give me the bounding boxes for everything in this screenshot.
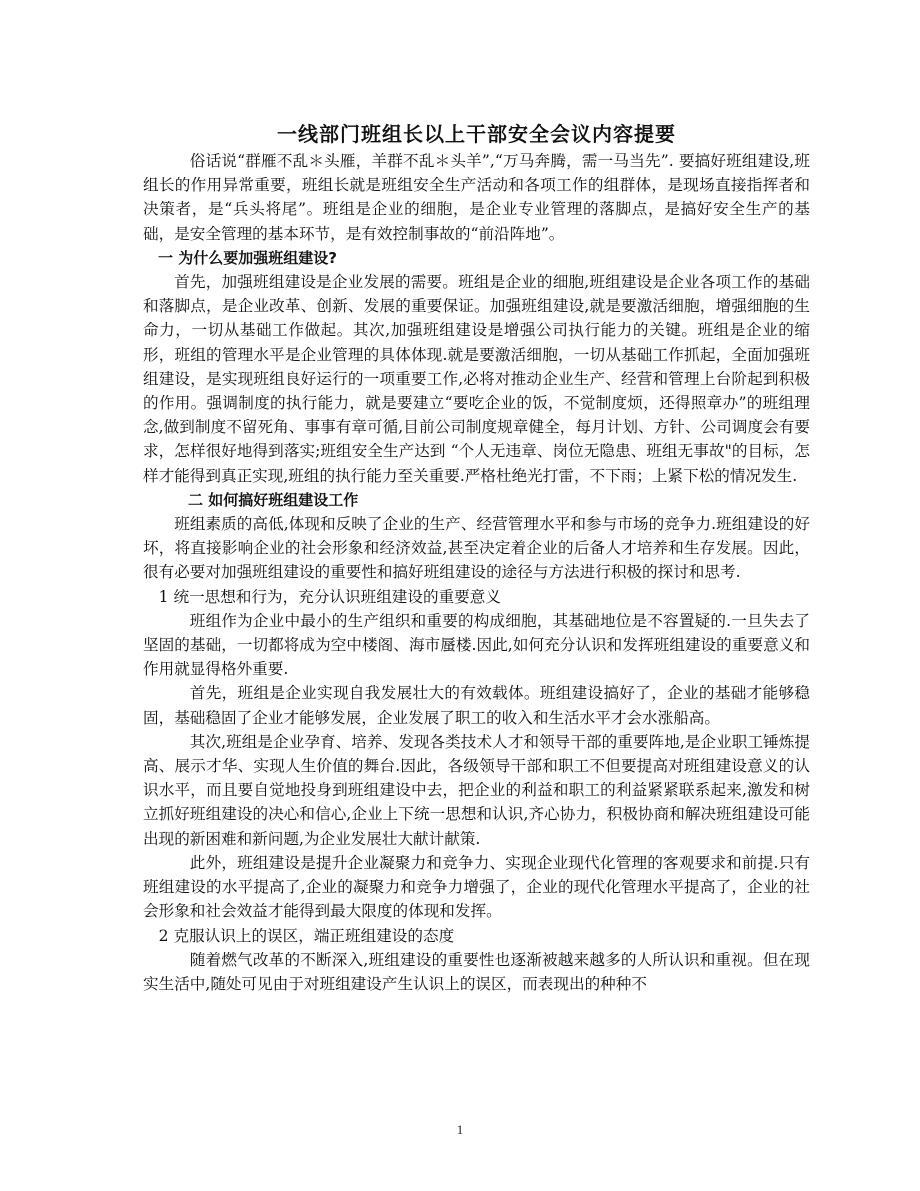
document-title: 一线部门班组长以上干部安全会议内容提要 [277,122,676,146]
section-heading-2: 二 如何搞好班组建设工作 [188,490,359,509]
intro-paragraph: 俗话说“群雁不乱＊头雁，羊群不乱＊头羊”,“万马奔腾，需一马当先”. 要搞好班组建设,班组长的作用异常重要，班组长就是班组安全生产活动和各项工作的组群体，是现场直接指挥者和决策者，是“兵头将尾”。班组是企业的细胞，是企业专业管理的落脚点，是搞好安全生产的基础，是安全管理的基本环节，是有效控制事故的“前沿阵地”。 [143,152,810,243]
body-paragraph: 随着燃气改革的不断深入,班组建设的重要性也逐渐被越来越多的人所认识和重视。但在现实生活中,随处可见由于对班组建设产生认识上的误区，而表现出的种种不 [143,950,810,993]
document-body [143,119,810,996]
subsection-heading-1: 1 统一思想和行为，充分认识班组建设的重要意义 [158,587,501,606]
body-paragraph: 首先，班组是企业实现自我发展壮大的有效载体。班组建设搞好了，企业的基础才能够稳固，基础稳固了企业才能够发展，企业发展了职工的收入和生活水平才会水涨船高。 [143,684,810,727]
section-heading-1: 一 为什么要加强班组建设? [158,248,337,267]
body-paragraph: 其次,班组是企业孕育、培养、发现各类技术人才和领导干部的重要阵地,是企业职工锤炼提高、展示才华、实现人生价值的舞台.因此，各级领导干部和职工不但要提高对班组建设意义的认识水平，而且要自觉地投身到班组建设中去，把企业的利益和职工的利益紧紧联系起来,激发和树立抓好班组建设的决心和信心,企业上下统一思想和认识,齐心协力，积极协商和解决班组建设可能出现的新困难和新问题,为企业发展壮大献计献策. [143,732,810,848]
body-paragraph: 此外，班组建设是提升企业凝聚力和竞争力、实现企业现代化管理的客观要求和前提.只有班组建设的水平提高了,企业的凝聚力和竞争力增强了，企业的现代化管理水平提高了，企业的社会形象和社会效益才能得到最大限度的体现和发挥。 [143,853,810,921]
page-number: 1 [456,1122,464,1137]
body-paragraph: 班组作为企业中最小的生产组织和重要的构成细胞，其基础地位是不容置疑的.一旦失去了坚固的基础，一切都将成为空中楼阁、海市蜃楼.因此,如何充分认识和发挥班组建设的重要意义和作用就显得格外重要. [143,611,810,679]
subsection-heading-2: 2 克服认识上的误区，端正班组建设的态度 [158,926,455,945]
body-paragraph: 首先，加强班组建设是企业发展的需要。班组是企业的细胞,班组建设是企业各项工作的基础和落脚点，是企业改革、创新、发展的重要保证。加强班组建设,就是要激活细胞，增强细胞的生命力，一切从基础工作做起。其次,加强班组建设是增强公司执行能力的关键。班组是企业的缩形，班组的管理水平是企业管理的具体体现.就是要激活细胞，一切从基础工作抓起，全面加强班组建设，是实现班组良好运行的一项重要工作,必将对推动企业生产、经营和管理上台阶起到积极的作用。强调制度的执行能力，就是要建立“要吃企业的饭，不觉制度烦，还得照章办”的班组理念,做到制度不留死角、事事有章可循,目前公司制度规章健全，每月计划、方针、公司调度会有要求，怎样很好地得到落实;班组安全生产达到 “个人无违章、岗位无隐患、班组无事故"的目标，怎样才能得到真正实现,班组的执行能力至关重要.严格杜绝光打雷，不下雨；上紧下松的情况发生. [143,273,810,485]
body-paragraph: 班组素质的高低,体现和反映了企业的生产、经营管理水平和参与市场的竞争力.班组建设的好坏，将直接影响企业的社会形象和经济效益,甚至决定着企业的后备人才培养和生存发展。因此，很有必要对加强班组建设的重要性和搞好班组建设的途径与方法进行积极的探讨和思考. [143,515,810,582]
